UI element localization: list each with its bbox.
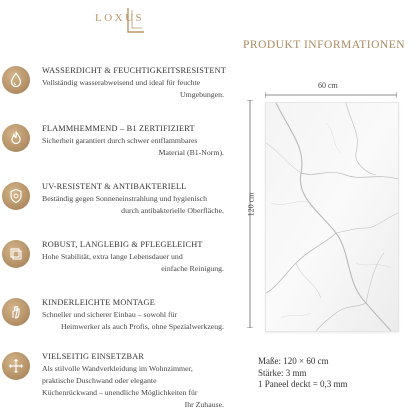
flame-icon [2, 124, 30, 152]
feature-title: WASSERDICHT & FEUCHTIGKEITSRESISTENT [42, 66, 227, 75]
feature-title: VIELSEITIG EINSETZBAR [42, 352, 145, 361]
feature-description: Als stilvolle Wandverkleidung im Wohnzimmer, praktische Duschwand oder elegante Küchenrückwand – unendliche Möglichkeiten für Ihr Zuhause. [42, 364, 224, 409]
brand-name: LOXUS [95, 12, 145, 24]
feature-description: Sicherheit garantiert durch schwer entflammbares Material (B1-Norm). [42, 136, 224, 157]
specifications [258, 356, 348, 391]
feature-description: Vollständig wasserabweisend und ideal für feuchte Umgebungen. [42, 78, 224, 99]
spec-thickness: Stärke: 3 mm [258, 367, 307, 378]
marble-texture [266, 103, 398, 331]
hand-icon [2, 298, 30, 326]
width-label: 60 cm [318, 81, 338, 90]
feature-description: Schneller und sicherer Einbau – sowohl für Heimwerker als auch Profis, ohne Spezialwerkzeug. [42, 310, 224, 331]
page-title: PRODUKT INFORMATIONEN [243, 39, 406, 51]
feature-title: ROBUST, LANGLEBIG & PFLEGELEICHT [42, 240, 203, 249]
arrows-expand-icon [2, 352, 30, 380]
water-drop-icon [2, 66, 30, 94]
height-label: 120 cm [246, 192, 256, 217]
spec-size: Maße: 120 × 60 cm [258, 356, 329, 366]
feature-title: UV-RESISTENT & ANTIBAKTERIELL [42, 182, 187, 191]
marble-panel-image [265, 102, 399, 332]
spec-coverage: 1 Paneel deckt = 0,3 mm [258, 379, 348, 389]
sun-shield-icon [2, 182, 30, 210]
feature-title: KINDERLEICHTE MONTAGE [42, 298, 155, 307]
feature-description: Hohe Stabilität, extra lange Lebensdauer und einfache Reinigung. [42, 252, 224, 273]
feature-title: FLAMMHEMMEND – B1 ZERTIFIZIERT [42, 124, 195, 133]
feature-description: Beständig gegen Sonneneinstrahlung und hygienisch durch antibakterielle Oberfläche. [42, 194, 224, 215]
width-dimension-line [265, 92, 397, 98]
layers-icon [2, 240, 30, 268]
